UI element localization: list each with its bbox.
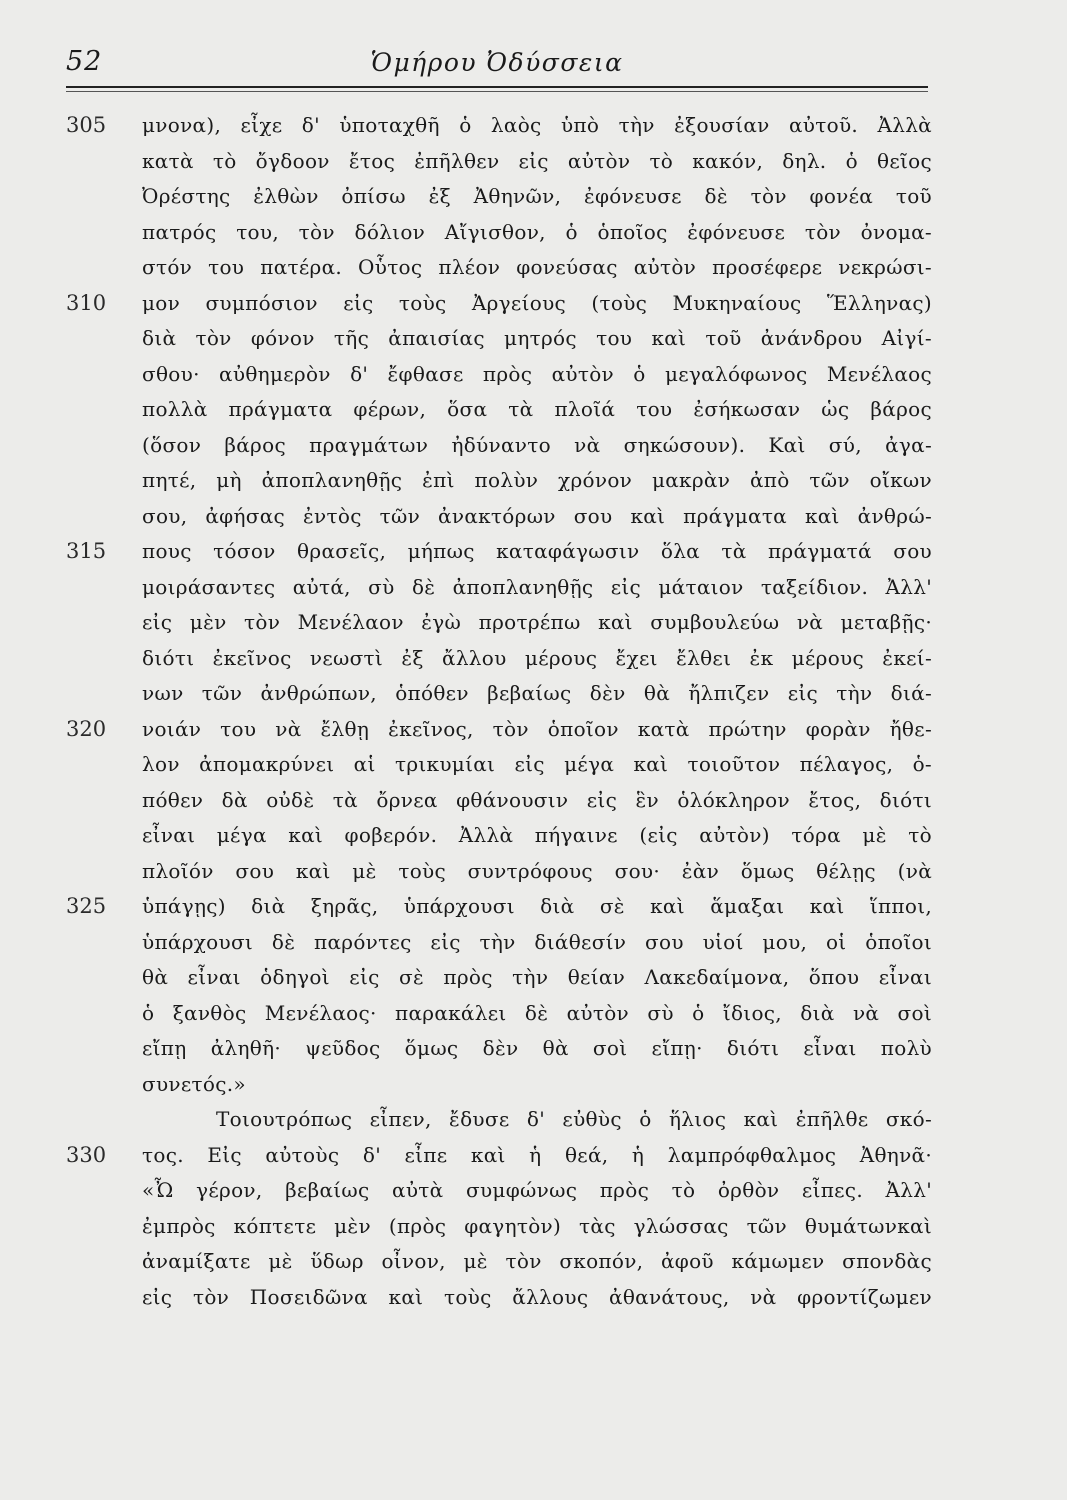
page-number: 52	[66, 46, 103, 77]
line-number: 310	[66, 290, 107, 315]
text-line	[66, 712, 936, 748]
line-text: κατὰ τὸ ὄγδοον ἔτος ἐπῆλθεν εἰς αὐτὸν τὸ κακόν, δηλ. ὁ θεῖος	[142, 148, 932, 173]
text-line	[66, 818, 936, 854]
text-line	[66, 605, 936, 641]
text-line	[66, 676, 936, 712]
text-line	[66, 1173, 936, 1209]
text-line	[66, 783, 936, 819]
line-text: πόθεν δὰ οὐδὲ τὰ ὄρνεα φθάνουσιν εἰς ἓν ὁλόκληρον ἔτος, διότι	[142, 787, 932, 812]
line-text: θὰ εἶναι ὁδηγοὶ εἰς σὲ πρὸς τὴν θείαν Λακεδαίμονα, ὅπου εἶναι	[142, 965, 932, 989]
text-line	[66, 1244, 936, 1280]
text-line	[66, 179, 936, 215]
line-text: πατρός του, τὸν δόλιον Αἴγισθον, ὁ ὁποῖος ἐφόνευσε τὸν ὀνομα-	[142, 219, 932, 244]
text-line	[66, 463, 936, 499]
line-text: νοιάν του νὰ ἔλθῃ ἐκεῖνος, τὸν ὁποῖον κατὰ πρώτην φορὰν ἤθε-	[142, 716, 932, 741]
line-text: εἴπῃ ἀληθῆ· ψεῦδος ὅμως δὲν θὰ σοὶ εἴπῃ· διότι εἶναι πολὺ	[142, 1036, 932, 1060]
line-text: (ὅσον βάρος πραγμάτων ἠδύναντο νὰ σηκώσουν). Καὶ σύ, ἀγα-	[142, 432, 932, 457]
page-header	[66, 44, 928, 84]
line-text: στόν του πατέρα. Οὗτος πλέον φονεύσας αὐτὸν προσέφερε νεκρώσι-	[142, 255, 932, 279]
line-text: πους τόσον θρασεῖς, μήπως καταφάγωσιν ὅλα τὰ πράγματά σου	[142, 539, 932, 563]
header-rule-thin	[66, 91, 928, 92]
line-text: πολλὰ πράγματα φέρων, ὅσα τὰ πλοῖά του ἐσήκωσαν ὡς βάρος	[142, 397, 932, 421]
line-number: 315	[66, 539, 107, 563]
line-text: διὰ τὸν φόνον τῆς ἀπαισίας μητρός του καὶ τοῦ ἀνάνδρου Αἰγί-	[142, 326, 932, 350]
body-text	[66, 108, 936, 1315]
header-rule	[66, 86, 928, 88]
line-text: τος. Εἰς αὐτοὺς δ' εἶπε καὶ ἡ θεά, ἡ λαμπρόφθαλμος Ἀθηνᾶ·	[142, 1142, 932, 1167]
line-text: ἐμπρὸς κόπτετε μὲν (πρὸς φαγητὸν) τὰς γλώσσας τῶν θυμάτωνκαὶ	[142, 1213, 932, 1238]
line-text: μνονα), εἶχε δ' ὑποταχθῆ ὁ λαὸς ὑπὸ τὴν ἐξουσίαν αὐτοῦ. Ἀλλὰ	[142, 113, 932, 137]
text-line	[66, 889, 936, 925]
line-text: Ὀρέστης ἐλθὼν ὀπίσω ἐξ Ἀθηνῶν, ἐφόνευσε δὲ τὸν φονέα τοῦ	[142, 184, 932, 208]
line-text: μον συμπόσιον εἰς τοὺς Ἀργείους (τοὺς Μυκηναίους Ἕλληνας)	[142, 290, 932, 315]
text-line	[66, 1280, 936, 1316]
text-line	[66, 1209, 936, 1245]
text-line	[66, 321, 936, 357]
text-line	[66, 108, 936, 144]
text-line	[66, 215, 936, 251]
line-text: ὑπάγῃς) διὰ ξηρᾶς, ὑπάρχουσι διὰ σὲ καὶ ἅμαξαι καὶ ἵπποι,	[142, 894, 932, 918]
line-text: συνετός.»	[142, 1071, 246, 1096]
line-text: Τοιουτρόπως εἶπεν, ἔδυσε δ' εὐθὺς ὁ ἥλιος καὶ ἐπῆλθε σκό-	[216, 1107, 932, 1131]
line-text: νων τῶν ἀνθρώπων, ὁπόθεν βεβαίως δὲν θὰ ἤλπιζεν εἰς τὴν διά-	[142, 681, 932, 705]
line-text: σου, ἀφήσας ἐντὸς τῶν ἀνακτόρων σου καὶ πράγματα καὶ ἀνθρώ-	[142, 503, 932, 528]
line-text: εἰς μὲν τὸν Μενέλαον ἐγὼ προτρέπω καὶ συμβουλεύω νὰ μεταβῇς·	[142, 610, 932, 634]
text-line	[66, 996, 936, 1032]
text-line	[66, 357, 936, 393]
line-number: 325	[66, 894, 107, 918]
text-line	[66, 534, 936, 570]
line-text: πλοῖόν σου καὶ μὲ τοὺς συντρόφους σου· ἐὰν ὅμως θέλῃς (νὰ	[142, 858, 932, 883]
line-text: πητέ, μὴ ἀποπλανηθῇς ἐπὶ πολὺν χρόνον μακρὰν ἀπὸ τῶν οἴκων	[142, 468, 932, 492]
line-text: διότι ἐκεῖνος νεωστὶ ἐξ ἄλλου μέρους ἔχει ἔλθει ἐκ μέρους ἐκεί-	[142, 645, 932, 670]
text-line	[66, 1138, 936, 1174]
line-number: 305	[66, 113, 107, 137]
text-line	[66, 499, 936, 535]
text-line	[66, 570, 936, 606]
text-line	[66, 1102, 936, 1138]
text-line	[66, 144, 936, 180]
line-number: 330	[66, 1142, 107, 1167]
text-line	[66, 286, 936, 322]
line-number: 320	[66, 716, 107, 741]
line-text: εἰς τὸν Ποσειδῶνα καὶ τοὺς ἄλλους ἀθανάτους, νὰ φροντίζωμεν	[142, 1284, 932, 1309]
line-text: «Ὦ γέρον, βεβαίως αὐτὰ συμφώνως πρὸς τὸ ὀρθὸν εἶπες. Ἀλλ'	[142, 1178, 932, 1202]
line-text: ἀναμίξατε μὲ ὕδωρ οἶνον, μὲ τὸν σκοπόν, ἀφοῦ κάμωμεν σπονδὰς	[142, 1249, 932, 1273]
text-line	[66, 925, 936, 961]
text-line	[66, 250, 936, 286]
line-text: ὁ ξανθὸς Μενέλαος· παρακάλει δὲ αὐτὸν σὺ ὁ ἴδιος, διὰ νὰ σοὶ	[142, 1000, 932, 1025]
text-line	[66, 747, 936, 783]
line-text: ὑπάρχουσι δὲ παρόντες εἰς τὴν διάθεσίν σου υἱοί μου, οἱ ὁποῖοι	[142, 929, 932, 954]
text-line	[66, 392, 936, 428]
text-line	[66, 1031, 936, 1067]
text-line	[66, 960, 936, 996]
running-title: Ὁμήρου Ὀδύσσεια	[370, 48, 624, 77]
line-text: μοιράσαντες αὐτά, σὺ δὲ ἀποπλανηθῇς εἰς μάταιον ταξείδιον. Ἀλλ'	[142, 574, 932, 599]
line-text: σθου· αὐθημερὸν δ' ἔφθασε πρὸς αὐτὸν ὁ μεγαλόφωνος Μενέλαος	[142, 361, 932, 386]
line-text: λον ἀπομακρύνει αἱ τρικυμίαι εἰς μέγα καὶ τοιοῦτον πέλαγος, ὁ-	[142, 752, 932, 776]
text-line	[66, 641, 936, 677]
line-text: εἶναι μέγα καὶ φοβερόν. Ἀλλὰ πήγαινε (εἰς αὐτὸν) τόρα μὲ τὸ	[142, 823, 932, 847]
text-line	[66, 854, 936, 890]
text-line	[66, 428, 936, 464]
text-line	[66, 1067, 936, 1103]
